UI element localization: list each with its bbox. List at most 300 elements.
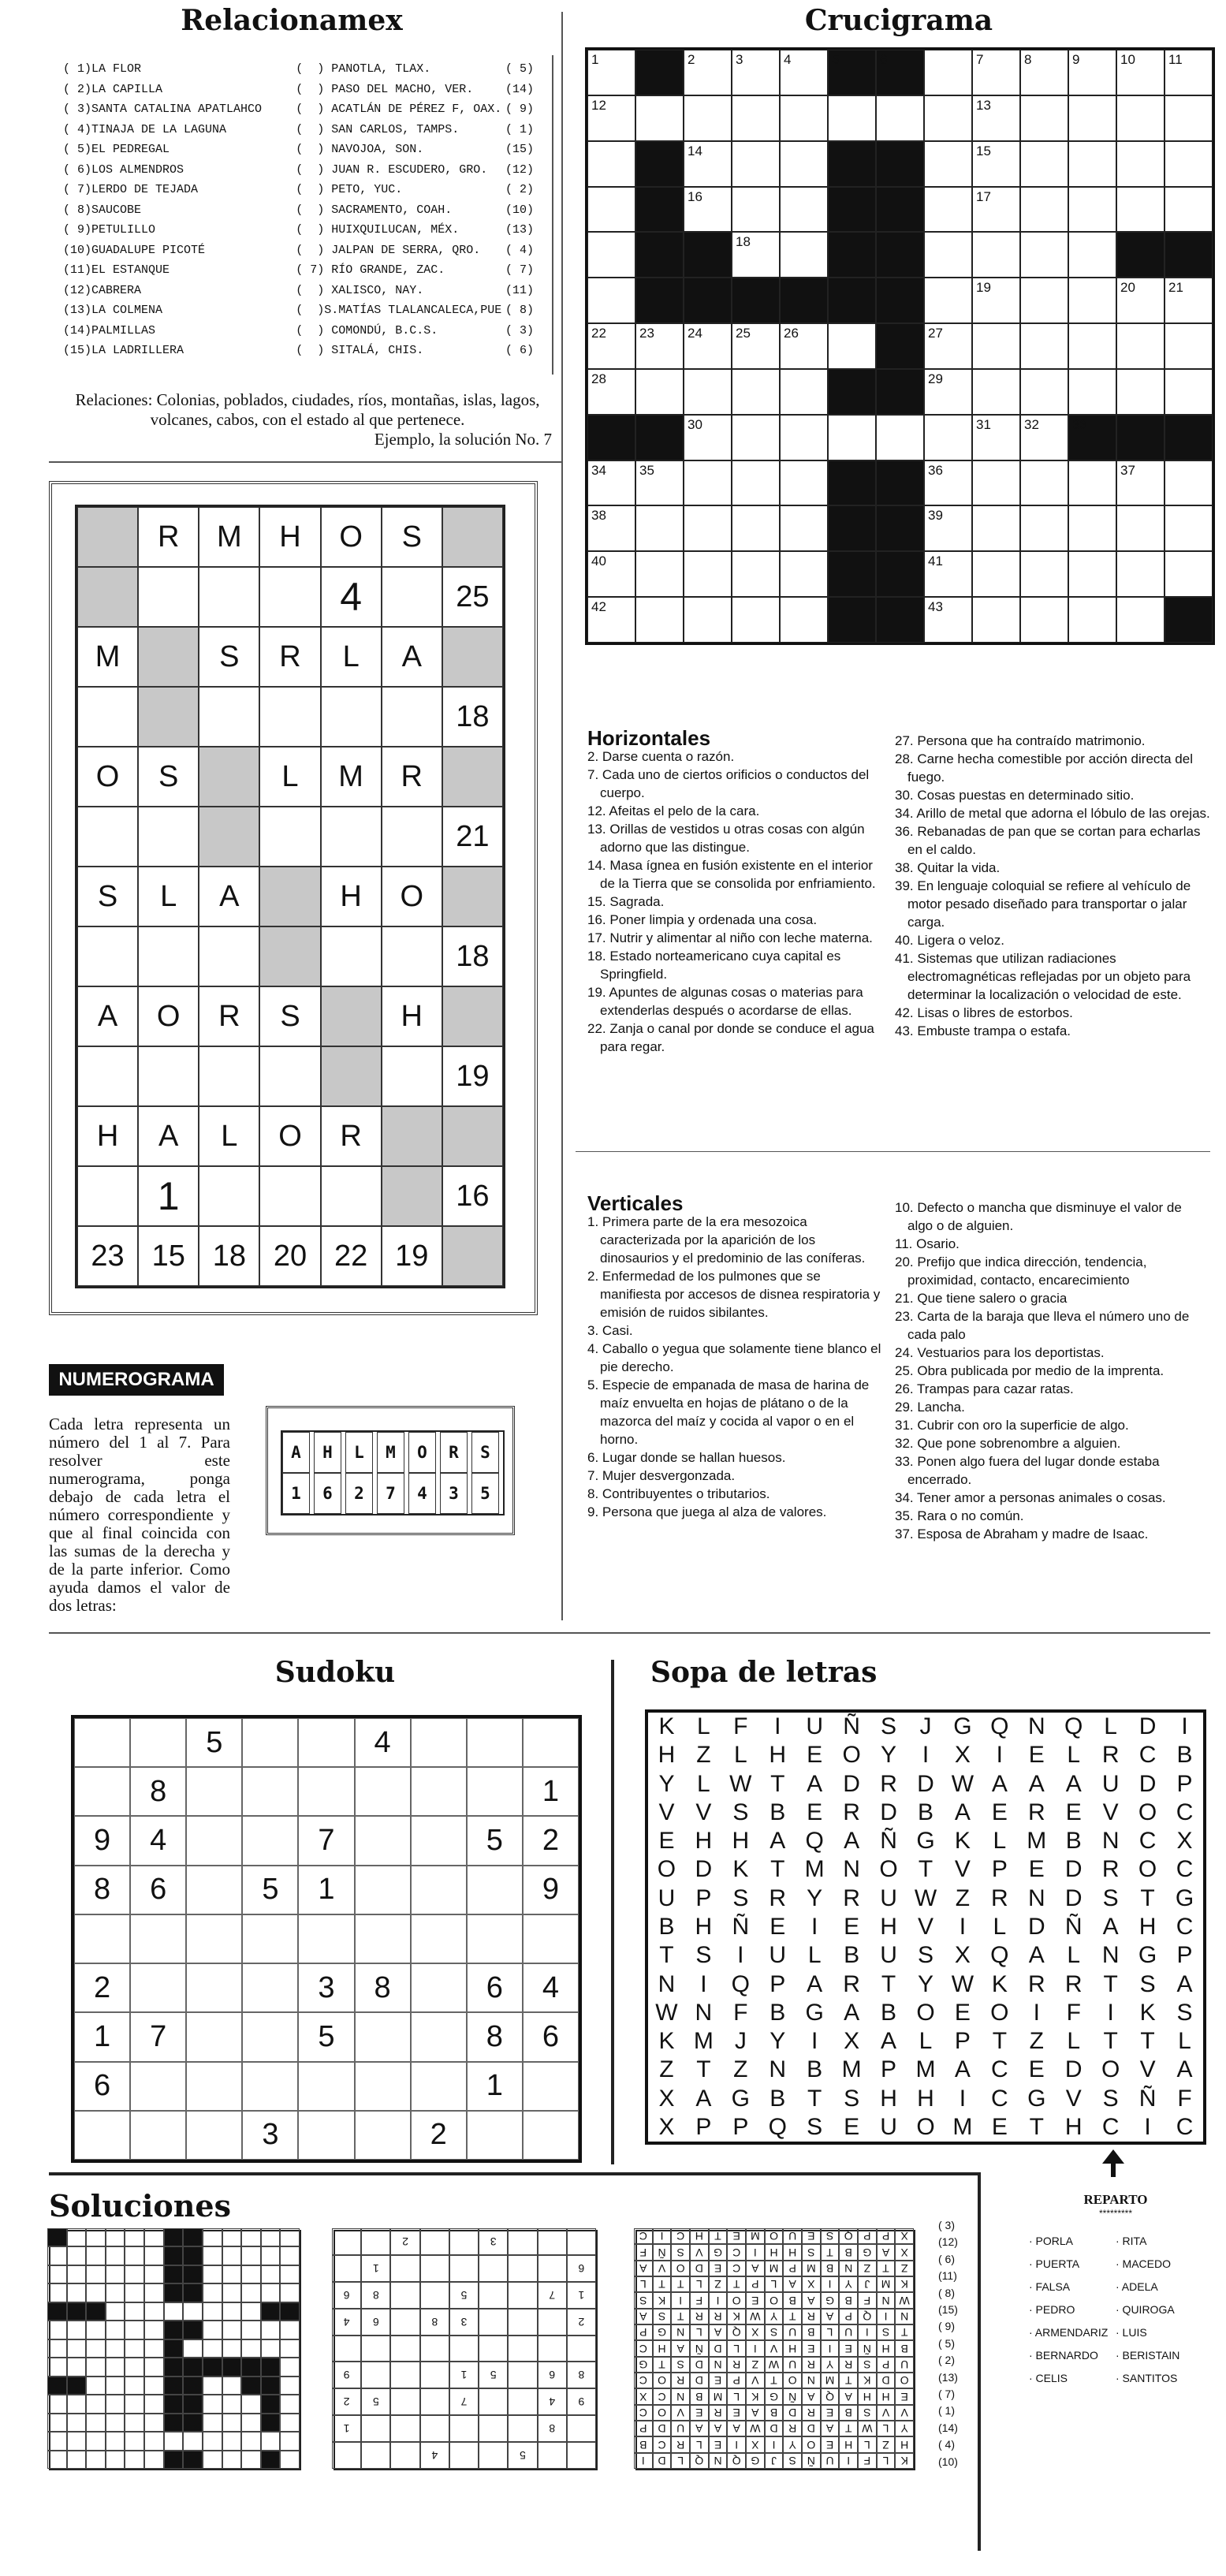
- word-search-letter[interactable]: C: [1138, 1742, 1157, 1769]
- crossword-cell[interactable]: [635, 369, 684, 415]
- sudoku-cell[interactable]: 3: [242, 2111, 298, 2160]
- word-search-letter[interactable]: V: [658, 1799, 675, 1825]
- word-search-letter[interactable]: M: [1027, 1828, 1047, 1855]
- relacionamex-state[interactable]: ( )S.MATÍAS TLALANCALECA,PUE: [296, 304, 502, 318]
- word-search-letter[interactable]: L: [697, 1713, 710, 1740]
- sudoku-cell[interactable]: 1: [523, 1767, 579, 1816]
- sudoku-cell[interactable]: [74, 1718, 130, 1767]
- word-search-letter[interactable]: A: [1028, 1942, 1045, 1969]
- sudoku-cell[interactable]: 1: [74, 2012, 130, 2061]
- word-search-letter[interactable]: Ñ: [1138, 2085, 1157, 2112]
- word-search-letter[interactable]: A: [1028, 1770, 1045, 1797]
- word-search-letter[interactable]: D: [1064, 1884, 1083, 1911]
- word-search-letter[interactable]: B: [881, 1999, 897, 2026]
- crossword-cell[interactable]: [1165, 505, 1213, 551]
- word-search-letter[interactable]: W: [951, 1970, 974, 1997]
- crossword-cell[interactable]: [924, 232, 972, 278]
- numerograma-cell[interactable]: [77, 1046, 138, 1106]
- sudoku-cell[interactable]: [298, 2062, 354, 2111]
- crossword-cell[interactable]: [732, 323, 780, 369]
- crossword-cell[interactable]: [587, 187, 635, 233]
- word-search-letter[interactable]: S: [732, 1884, 749, 1911]
- word-search-letter[interactable]: K: [991, 1970, 1008, 1997]
- numerograma-cell[interactable]: H: [259, 507, 320, 567]
- word-search-letter[interactable]: R: [1101, 1856, 1120, 1883]
- crossword-cell[interactable]: [780, 551, 828, 597]
- sudoku-cell[interactable]: [467, 1866, 523, 1914]
- relacionamex-state[interactable]: ( ) PETO, YUC.: [296, 183, 403, 197]
- sudoku-cell[interactable]: [298, 1914, 354, 1963]
- word-search-letter[interactable]: C: [1138, 1828, 1157, 1855]
- word-search-letter[interactable]: K: [954, 1828, 971, 1855]
- sudoku-cell[interactable]: [467, 1767, 523, 1816]
- sudoku-cell[interactable]: [411, 1767, 467, 1816]
- word-search-letter[interactable]: H: [917, 2085, 934, 2112]
- sudoku-cell[interactable]: [355, 1767, 411, 1816]
- numerograma-cell[interactable]: [321, 926, 382, 986]
- sudoku-cell[interactable]: 8: [130, 1767, 186, 1816]
- crossword-cell[interactable]: [924, 141, 972, 187]
- word-search-letter[interactable]: W: [914, 1884, 937, 1911]
- crossword-cell[interactable]: [1068, 187, 1116, 233]
- numerograma-cell[interactable]: 19: [442, 1046, 503, 1106]
- word-search-letter[interactable]: O: [1138, 1799, 1157, 1825]
- crossword-cell[interactable]: [924, 415, 972, 460]
- word-search-letter[interactable]: M: [693, 2028, 714, 2055]
- numerograma-cell[interactable]: L: [259, 747, 320, 807]
- word-search-letter[interactable]: I: [700, 1970, 707, 1997]
- word-search-letter[interactable]: E: [991, 2113, 1008, 2140]
- sudoku-cell[interactable]: [411, 1718, 467, 1767]
- sudoku-cell[interactable]: [186, 1914, 242, 1963]
- word-search-letter[interactable]: M: [952, 2113, 973, 2140]
- crossword-cell[interactable]: [780, 597, 828, 643]
- word-search-letter[interactable]: V: [954, 1856, 971, 1883]
- sudoku-cell[interactable]: [411, 1816, 467, 1865]
- word-search-letter[interactable]: D: [843, 1770, 860, 1797]
- relacionamex-state[interactable]: ( ) JUAN R. ESCUDERO, GRO.: [296, 162, 488, 177]
- numerograma-cell[interactable]: L: [138, 867, 199, 926]
- numerograma-cell[interactable]: R: [199, 986, 259, 1046]
- crossword-cell[interactable]: [1165, 460, 1213, 506]
- word-search-letter[interactable]: Y: [658, 1770, 675, 1797]
- crossword-cell[interactable]: [1068, 95, 1116, 141]
- crossword-cell[interactable]: [1116, 505, 1165, 551]
- word-search-letter[interactable]: R: [843, 1799, 860, 1825]
- word-search-letter[interactable]: I: [959, 1913, 967, 1940]
- crossword-cell[interactable]: [924, 278, 972, 323]
- crossword-cell[interactable]: [684, 141, 732, 187]
- word-search-letter[interactable]: Q: [731, 1970, 750, 1997]
- crossword-cell[interactable]: [1020, 369, 1068, 415]
- crossword-cell[interactable]: [1116, 369, 1165, 415]
- numerograma-cell[interactable]: 25: [442, 567, 503, 627]
- numerograma-cell[interactable]: 15: [138, 1226, 199, 1286]
- word-search-letter[interactable]: Y: [807, 1884, 823, 1911]
- word-search-letter[interactable]: N: [1101, 1828, 1120, 1855]
- word-search-letter[interactable]: B: [844, 1942, 860, 1969]
- numerograma-cell[interactable]: S: [199, 627, 259, 687]
- sudoku-cell[interactable]: [186, 1866, 242, 1914]
- crossword-cell[interactable]: [1068, 597, 1116, 643]
- crossword-cell[interactable]: [587, 232, 635, 278]
- word-search-letter[interactable]: Y: [770, 2028, 786, 2055]
- word-search-letter[interactable]: Z: [696, 1742, 711, 1769]
- word-search-letter[interactable]: X: [844, 2028, 860, 2055]
- word-search-letter[interactable]: D: [1064, 1856, 1083, 1883]
- word-search-letter[interactable]: D: [917, 1770, 934, 1797]
- crossword-cell[interactable]: [828, 415, 876, 460]
- crossword-cell[interactable]: [1165, 278, 1213, 323]
- sudoku-cell[interactable]: [130, 1963, 186, 2012]
- numerograma-cell[interactable]: O: [321, 507, 382, 567]
- numerograma-cell[interactable]: A: [199, 867, 259, 926]
- crossword-cell[interactable]: [1020, 505, 1068, 551]
- sudoku-cell[interactable]: [242, 1914, 298, 1963]
- crossword-cell[interactable]: [1068, 551, 1116, 597]
- word-search-letter[interactable]: O: [990, 1999, 1009, 2026]
- word-search-letter[interactable]: E: [658, 1828, 675, 1855]
- word-search-letter[interactable]: W: [951, 1770, 974, 1797]
- word-search-letter[interactable]: M: [915, 2056, 936, 2083]
- word-search-letter[interactable]: A: [807, 1770, 823, 1797]
- word-search-letter[interactable]: L: [919, 2028, 933, 2055]
- sudoku-cell[interactable]: [74, 2111, 130, 2160]
- relacionamex-state[interactable]: ( ) NAVOJOA, SON.: [296, 143, 424, 157]
- word-search-letter[interactable]: I: [811, 2028, 818, 2055]
- word-search-letter[interactable]: E: [844, 2113, 860, 2140]
- numerograma-cell[interactable]: 18: [199, 1226, 259, 1286]
- sudoku-cell[interactable]: 5: [242, 1866, 298, 1914]
- numerograma-cell[interactable]: [199, 1166, 259, 1226]
- sudoku-cell[interactable]: 6: [74, 2062, 130, 2111]
- word-search-letter[interactable]: Ñ: [843, 1713, 860, 1740]
- crossword-cell[interactable]: [1020, 597, 1068, 643]
- word-search-letter[interactable]: Q: [768, 2113, 787, 2140]
- sudoku-cell[interactable]: 2: [74, 1963, 130, 2012]
- numerograma-cell[interactable]: [199, 567, 259, 627]
- word-search-letter[interactable]: D: [1138, 1713, 1157, 1740]
- crossword-cell[interactable]: [732, 232, 780, 278]
- word-search-letter[interactable]: V: [1139, 2056, 1156, 2083]
- word-search-letter[interactable]: A: [695, 2085, 712, 2112]
- word-search-letter[interactable]: Y: [881, 1742, 897, 1769]
- numerograma-cell[interactable]: [382, 1046, 442, 1106]
- crossword-cell[interactable]: [587, 505, 635, 551]
- numerograma-cell[interactable]: [199, 926, 259, 986]
- sudoku-grid[interactable]: [71, 1715, 582, 2163]
- numerograma-cell[interactable]: [382, 807, 442, 867]
- sudoku-cell[interactable]: 5: [467, 1816, 523, 1865]
- numerograma-cell[interactable]: 23: [77, 1226, 138, 1286]
- word-search-letter[interactable]: T: [807, 2085, 822, 2112]
- sudoku-cell[interactable]: [411, 1866, 467, 1914]
- sudoku-cell[interactable]: [242, 2012, 298, 2061]
- sudoku-cell[interactable]: [298, 1718, 354, 1767]
- sudoku-cell[interactable]: [242, 1718, 298, 1767]
- word-search-letter[interactable]: N: [658, 1970, 676, 1997]
- crossword-grid[interactable]: [585, 47, 1215, 645]
- word-search-letter[interactable]: S: [1139, 1970, 1156, 1997]
- word-search-letter[interactable]: P: [991, 1856, 1008, 1883]
- word-search-letter[interactable]: Q: [1064, 1713, 1083, 1740]
- crossword-cell[interactable]: [1068, 369, 1116, 415]
- word-search-letter[interactable]: T: [918, 1856, 933, 1883]
- word-search-letter[interactable]: C: [1176, 1799, 1194, 1825]
- sudoku-cell[interactable]: [523, 1718, 579, 1767]
- word-search-letter[interactable]: A: [807, 1970, 823, 1997]
- sudoku-cell[interactable]: [242, 1767, 298, 1816]
- word-search-letter[interactable]: C: [991, 2056, 1008, 2083]
- numerograma-cell[interactable]: O: [259, 1106, 320, 1166]
- crossword-cell[interactable]: [1165, 187, 1213, 233]
- crossword-cell[interactable]: [972, 505, 1020, 551]
- word-search-letter[interactable]: E: [844, 1913, 860, 1940]
- word-search-letter[interactable]: Ñ: [880, 1828, 897, 1855]
- crossword-cell[interactable]: [684, 551, 732, 597]
- crossword-cell[interactable]: [780, 141, 828, 187]
- crossword-cell[interactable]: [732, 369, 780, 415]
- numerograma-cell[interactable]: [321, 807, 382, 867]
- crossword-cell[interactable]: [924, 597, 972, 643]
- word-search-letter[interactable]: E: [807, 1799, 823, 1825]
- crossword-cell[interactable]: [732, 50, 780, 95]
- crossword-cell[interactable]: [732, 505, 780, 551]
- word-search-letter[interactable]: E: [991, 1799, 1008, 1825]
- word-search-letter[interactable]: M: [841, 2056, 862, 2083]
- word-search-letter[interactable]: T: [1103, 1970, 1118, 1997]
- crossword-cell[interactable]: [924, 95, 972, 141]
- crossword-cell[interactable]: [1116, 323, 1165, 369]
- word-search-letter[interactable]: B: [917, 1799, 933, 1825]
- crossword-cell[interactable]: [1116, 278, 1165, 323]
- sudoku-cell[interactable]: 5: [186, 1718, 242, 1767]
- word-search-letter[interactable]: F: [733, 1713, 748, 1740]
- crossword-cell[interactable]: [972, 141, 1020, 187]
- word-search-letter[interactable]: I: [959, 2085, 967, 2112]
- sudoku-cell[interactable]: [355, 2062, 411, 2111]
- sudoku-cell[interactable]: 9: [523, 1866, 579, 1914]
- crossword-cell[interactable]: [1020, 141, 1068, 187]
- numerograma-cell[interactable]: R: [259, 627, 320, 687]
- word-search-letter[interactable]: S: [917, 1942, 933, 1969]
- crossword-cell[interactable]: [1068, 505, 1116, 551]
- relacionamex-state[interactable]: ( ) SACRAMENTO, COAH.: [296, 203, 453, 217]
- word-search-letter[interactable]: H: [1138, 1913, 1157, 1940]
- word-search-letter[interactable]: T: [1140, 1884, 1155, 1911]
- word-search-letter[interactable]: D: [695, 1856, 713, 1883]
- relacionamex-state[interactable]: ( ) ACATLÁN DE PÉREZ F, OAX.: [296, 103, 502, 117]
- crossword-cell[interactable]: [780, 95, 828, 141]
- word-search-letter[interactable]: L: [1067, 2028, 1081, 2055]
- word-search-letter[interactable]: A: [991, 1770, 1008, 1797]
- crossword-cell[interactable]: [972, 187, 1020, 233]
- numerograma-cell[interactable]: [77, 807, 138, 867]
- word-search-letter[interactable]: E: [1028, 2056, 1045, 2083]
- word-search-letter[interactable]: G: [916, 1828, 935, 1855]
- sudoku-cell[interactable]: [411, 1963, 467, 2012]
- word-search-letter[interactable]: H: [658, 1742, 676, 1769]
- numerograma-cell[interactable]: H: [77, 1106, 138, 1166]
- sudoku-cell[interactable]: 6: [523, 2012, 579, 2061]
- sudoku-cell[interactable]: [355, 1816, 411, 1865]
- word-search-letter[interactable]: O: [657, 1856, 676, 1883]
- word-search-letter[interactable]: P: [881, 2056, 897, 2083]
- word-search-letter[interactable]: A: [1176, 1970, 1193, 1997]
- word-search-letter[interactable]: G: [1138, 1942, 1157, 1969]
- word-search-letter[interactable]: I: [1181, 1713, 1188, 1740]
- crossword-cell[interactable]: [924, 50, 972, 95]
- numerograma-cell[interactable]: 4: [321, 567, 382, 627]
- word-search-letter[interactable]: C: [1176, 1856, 1194, 1883]
- crossword-cell[interactable]: [780, 460, 828, 506]
- numerograma-cell[interactable]: [259, 807, 320, 867]
- word-search-letter[interactable]: G: [1027, 2085, 1046, 2112]
- word-search-letter[interactable]: B: [1065, 1828, 1082, 1855]
- word-search-letter[interactable]: D: [1064, 2056, 1083, 2083]
- numerograma-cell[interactable]: [77, 1166, 138, 1226]
- word-search-letter[interactable]: R: [769, 1884, 787, 1911]
- word-search-letter[interactable]: I: [996, 1742, 1004, 1769]
- sudoku-cell[interactable]: 8: [355, 1963, 411, 2012]
- sudoku-cell[interactable]: [298, 1767, 354, 1816]
- word-search-letter[interactable]: F: [733, 1999, 748, 2026]
- numerograma-cell[interactable]: S: [259, 986, 320, 1046]
- word-search-letter[interactable]: T: [770, 1856, 785, 1883]
- crossword-cell[interactable]: [732, 141, 780, 187]
- sudoku-cell[interactable]: [523, 2111, 579, 2160]
- crossword-cell[interactable]: [972, 369, 1020, 415]
- sudoku-cell[interactable]: [242, 1816, 298, 1865]
- word-search-letter[interactable]: R: [1064, 1970, 1083, 1997]
- word-search-letter[interactable]: S: [1102, 2085, 1119, 2112]
- crossword-cell[interactable]: [1116, 460, 1165, 506]
- word-search-letter[interactable]: Q: [990, 1713, 1009, 1740]
- numerograma-cell[interactable]: M: [77, 627, 138, 687]
- word-search-letter[interactable]: H: [769, 1742, 787, 1769]
- crossword-cell[interactable]: [635, 597, 684, 643]
- word-search-letter[interactable]: I: [1107, 1999, 1114, 2026]
- numerograma-cell[interactable]: [138, 807, 199, 867]
- crossword-cell[interactable]: [1020, 551, 1068, 597]
- sudoku-cell[interactable]: [130, 1914, 186, 1963]
- word-search-letter[interactable]: Ñ: [1064, 1913, 1083, 1940]
- crossword-cell[interactable]: [635, 95, 684, 141]
- numerograma-cell[interactable]: L: [321, 627, 382, 687]
- word-search-letter[interactable]: E: [1028, 1856, 1045, 1883]
- crossword-cell[interactable]: [876, 95, 924, 141]
- word-search-letter[interactable]: F: [1177, 2085, 1192, 2112]
- crossword-cell[interactable]: [684, 460, 732, 506]
- word-search-letter[interactable]: E: [807, 1742, 823, 1769]
- numerograma-cell[interactable]: 20: [259, 1226, 320, 1286]
- numerograma-cell[interactable]: 18: [442, 687, 503, 747]
- crossword-cell[interactable]: [780, 232, 828, 278]
- word-search-letter[interactable]: A: [1065, 1770, 1082, 1797]
- word-search-letter[interactable]: V: [1102, 1799, 1119, 1825]
- sudoku-cell[interactable]: 7: [298, 1816, 354, 1865]
- numerograma-cell[interactable]: S: [138, 747, 199, 807]
- word-search-letter[interactable]: S: [1102, 1884, 1119, 1911]
- word-search-letter[interactable]: L: [1067, 1942, 1081, 1969]
- numerograma-cell[interactable]: [199, 1046, 259, 1106]
- word-search-letter[interactable]: B: [1176, 1742, 1193, 1769]
- word-search-letter[interactable]: Z: [733, 2056, 748, 2083]
- word-search-letter[interactable]: F: [1066, 1999, 1081, 2026]
- crossword-cell[interactable]: [828, 95, 876, 141]
- sudoku-cell[interactable]: 7: [130, 2012, 186, 2061]
- crossword-cell[interactable]: [1116, 187, 1165, 233]
- word-search-letter[interactable]: O: [1101, 2056, 1120, 2083]
- sudoku-cell[interactable]: 8: [74, 1866, 130, 1914]
- sudoku-cell[interactable]: [74, 1914, 130, 1963]
- numerograma-cell[interactable]: [259, 687, 320, 747]
- word-search-letter[interactable]: B: [770, 2085, 786, 2112]
- sudoku-cell[interactable]: [355, 2111, 411, 2160]
- crossword-cell[interactable]: [732, 551, 780, 597]
- numerograma-cell[interactable]: A: [138, 1106, 199, 1166]
- crossword-cell[interactable]: [972, 597, 1020, 643]
- crossword-cell[interactable]: [972, 232, 1020, 278]
- word-search-letter[interactable]: T: [881, 1970, 896, 1997]
- numerograma-cell[interactable]: S: [382, 507, 442, 567]
- numerograma-cell[interactable]: [259, 567, 320, 627]
- crossword-cell[interactable]: [1020, 232, 1068, 278]
- crossword-cell[interactable]: [972, 415, 1020, 460]
- crossword-cell[interactable]: [684, 369, 732, 415]
- crossword-cell[interactable]: [1116, 597, 1165, 643]
- word-search-letter[interactable]: S: [732, 1799, 749, 1825]
- crossword-cell[interactable]: [1020, 50, 1068, 95]
- word-search-grid[interactable]: [645, 1709, 1206, 2145]
- word-search-letter[interactable]: O: [916, 2113, 935, 2140]
- numerograma-cell[interactable]: [382, 926, 442, 986]
- numerograma-cell[interactable]: [259, 1046, 320, 1106]
- word-search-letter[interactable]: Y: [917, 1970, 933, 1997]
- word-search-letter[interactable]: N: [1101, 1942, 1120, 1969]
- numerograma-cell[interactable]: O: [382, 867, 442, 926]
- sudoku-cell[interactable]: [355, 2012, 411, 2061]
- sudoku-cell[interactable]: [242, 1963, 298, 2012]
- crossword-cell[interactable]: [732, 187, 780, 233]
- word-search-letter[interactable]: S: [844, 2085, 860, 2112]
- numerograma-cell[interactable]: [77, 926, 138, 986]
- sudoku-cell[interactable]: 3: [298, 1963, 354, 2012]
- word-search-letter[interactable]: Z: [659, 2056, 674, 2083]
- word-search-letter[interactable]: M: [804, 1856, 825, 1883]
- sudoku-cell[interactable]: 2: [523, 1816, 579, 1865]
- word-search-letter[interactable]: P: [770, 1970, 786, 1997]
- sudoku-cell[interactable]: 9: [74, 1816, 130, 1865]
- numerograma-cell[interactable]: L: [199, 1106, 259, 1166]
- word-search-letter[interactable]: U: [880, 2113, 897, 2140]
- word-search-letter[interactable]: N: [843, 1856, 860, 1883]
- word-search-letter[interactable]: T: [992, 2028, 1008, 2055]
- crossword-cell[interactable]: [1068, 141, 1116, 187]
- crossword-cell[interactable]: [684, 50, 732, 95]
- word-search-letter[interactable]: J: [919, 1713, 932, 1740]
- word-search-letter[interactable]: H: [1064, 2113, 1083, 2140]
- crossword-cell[interactable]: [635, 460, 684, 506]
- word-search-letter[interactable]: N: [695, 1999, 713, 2026]
- crossword-cell[interactable]: [1116, 551, 1165, 597]
- numerograma-cell[interactable]: 21: [442, 807, 503, 867]
- word-search-letter[interactable]: B: [807, 2056, 823, 2083]
- sudoku-cell[interactable]: [523, 1914, 579, 1963]
- relacionamex-state[interactable]: ( ) PANOTLA, TLAX.: [296, 62, 431, 76]
- relacionamex-state[interactable]: ( ) PASO DEL MACHO, VER.: [296, 82, 474, 96]
- word-search-letter[interactable]: A: [954, 1799, 971, 1825]
